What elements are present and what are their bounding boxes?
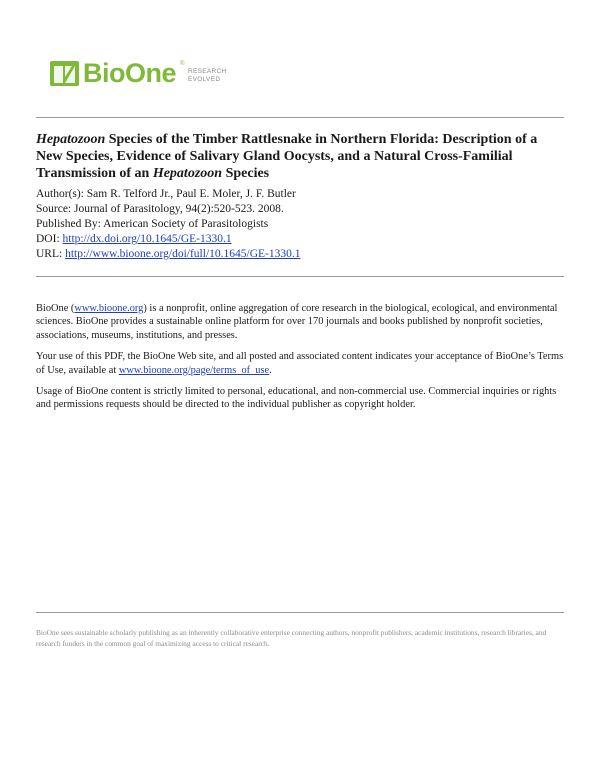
logo-tagline-line1: RESEARCH (188, 68, 227, 75)
doi-label: DOI: (36, 233, 63, 245)
article-metadata (36, 187, 564, 262)
doi-line (36, 232, 564, 247)
footer-statement: BioOne sees sustainable scholarly publishing as an inherently collaborative enterprise connecting authors, nonprofit publishers, academic institutions, research libraries, and research funders in the common goal of maximizing access to critical research. (36, 628, 547, 649)
title-genus: Hepatozoon (36, 132, 106, 147)
source-line: Source: Journal of Parasitology, 94(2):520-523. 2008. (36, 203, 284, 215)
notice-paragraph-2 (36, 350, 564, 377)
logo-registered-mark: ® (180, 61, 185, 67)
bioone-leaf-icon (50, 58, 80, 88)
notice-p2-end: . (269, 364, 272, 376)
logo-tagline-line2: EVOLVED (188, 76, 221, 83)
notice-p2-start: Your use of this PDF, the BioOne Web site, and all posted and associated content indicates your acceptance of BioOne’s Terms of Use, available at (36, 351, 564, 376)
logo-wordmark: BioOne (83, 58, 177, 88)
footer-divider (36, 612, 564, 613)
title-part1: Species of the Timber Rattlesnake in Northern Florida: Description of a New Species, Evidence of Salivary Gland Oocysts, and a Natural Cross-Familial Transmission of an (36, 132, 538, 181)
url-label: URL: (36, 248, 66, 260)
logo-tagline (188, 68, 227, 84)
notice-paragraph-1 (36, 302, 564, 342)
bioone-home-link[interactable]: www.bioone.org (74, 303, 144, 314)
authors-line: Author(s): Sam R. Telford Jr., Paul E. Moler, J. F. Butler (36, 188, 296, 200)
url-line (36, 247, 564, 262)
terms-of-use-link[interactable]: www.bioone.org/page/terms_of_use (118, 364, 270, 376)
bioone-notice (36, 302, 564, 420)
article-title (36, 131, 564, 182)
notice-paragraph-3: Usage of BioOne content is strictly limited to personal, educational, and non-commercial use. Commercial inquiries or rights and permissions requests should be directed to the individual publisher as copyright holder. (36, 386, 557, 411)
url-link[interactable]: http://www.bioone.org/doi/full/10.1645/GE-1330.1 (65, 248, 301, 260)
notice-p1-end: ) is a nonprofit, online aggregation of core research in the biological, ecological, and environmental sciences. BioOne provides a sustainable online platform for over 170 journals and books published by nonprofit societies, associations, museums, institutions, and presses. (36, 303, 558, 341)
notice-p1-start: BioOne ( (36, 303, 75, 314)
title-genus-2: Hepatozoon (152, 166, 223, 181)
publisher-line: Published By: American Society of Parasitologists (36, 218, 269, 230)
bioone-logo (50, 56, 240, 92)
middle-divider (36, 276, 564, 277)
doi-link[interactable]: http://dx.doi.org/10.1645/GE-1330.1 (62, 233, 232, 245)
top-divider (36, 117, 564, 118)
title-part2: Species (222, 166, 270, 181)
